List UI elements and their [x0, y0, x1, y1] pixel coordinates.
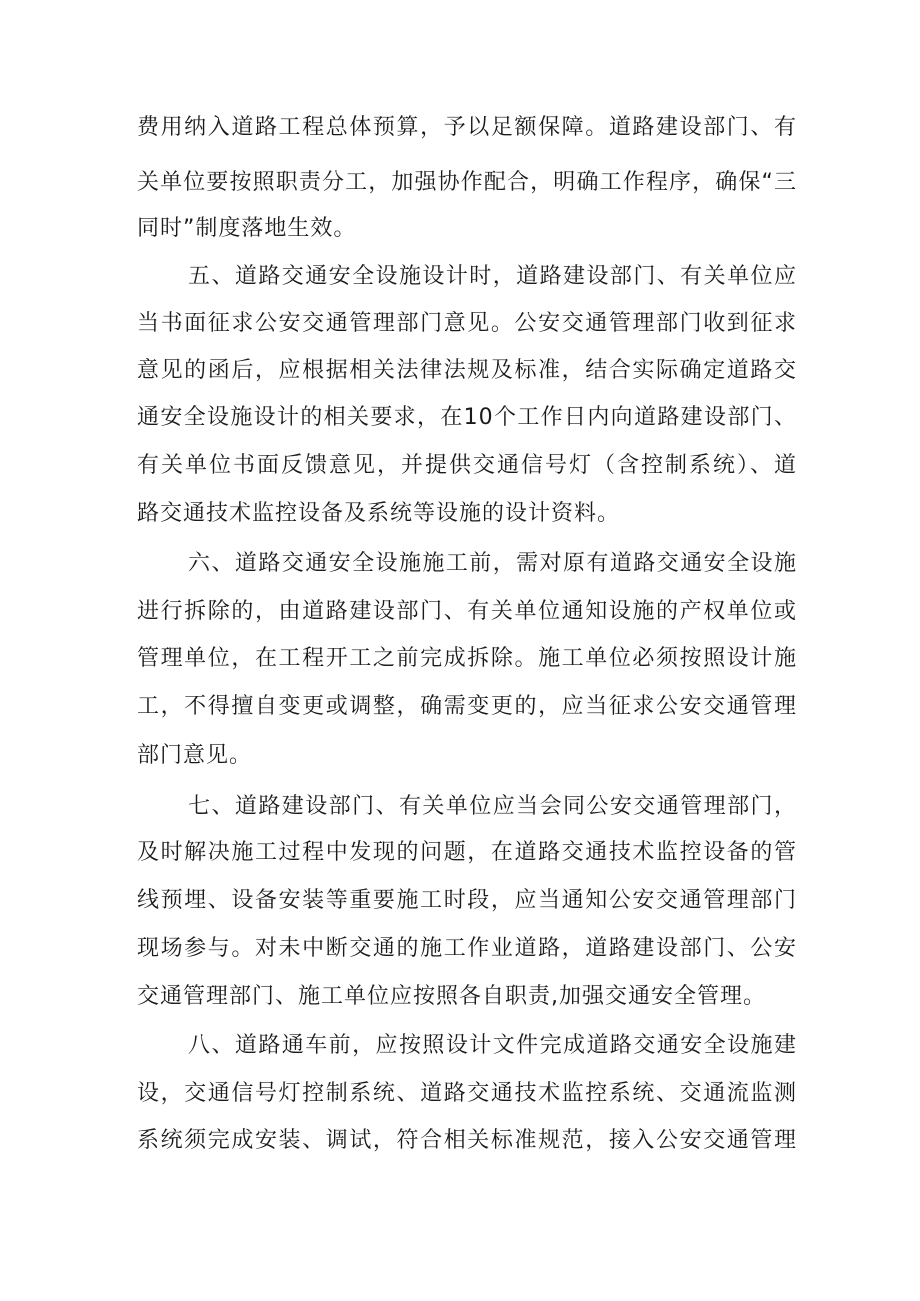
paragraph-5-start: 五、道路交通安全设施设计时，道路建设部门、有关单位应 — [188, 264, 797, 289]
text-line: 当书面征求公安交通管理部门意见。公安交通管理部门收到征求 — [137, 311, 797, 336]
text-line: 关单位要按照职责分工，加强协作配合，明确工作程序，确保“三 — [137, 170, 797, 195]
text-line: 同时”制度落地生效。 — [137, 216, 357, 241]
text-line: 现场参与。对未中断交通的施工作业道路，道路建设部门、公安 — [137, 936, 797, 961]
text-line: 进行拆除的，由道路建设部门、有关单位通知设施的产权单位或 — [137, 599, 797, 624]
text-line: 工，不得擅自变更或调整，确需变更的，应当征求公安交通管理 — [137, 694, 797, 719]
text-line: 通安全设施设计的相关要求，在10个工作日内向道路建设部门、 — [137, 405, 797, 430]
text-line: 有关单位书面反馈意见，并提供交通信号灯（含控制系统）、道 — [137, 453, 797, 478]
text-line: 及时解决施工过程中发现的问题，在道路交通技术监控设备的管 — [137, 840, 797, 865]
text-line: 系统须完成安装、调试，符合相关标准规范，接入公安交通管理 — [137, 1128, 797, 1153]
text-line: 费用纳入道路工程总体预算，予以足额保障。道路建设部门、有 — [137, 115, 797, 140]
paragraph-7-start: 七、道路建设部门、有关单位应当会同公安交通管理部门， — [188, 794, 797, 819]
text-line: 交通管理部门、施工单位应按照各自职责,加强交通安全管理。 — [137, 984, 766, 1009]
text-line: 部门意见。 — [137, 743, 253, 768]
text-line: 设，交通信号灯控制系统、道路交通技术监控系统、交通流监测 — [137, 1081, 797, 1106]
text-line: 路交通技术监控设备及系统等设施的设计资料。 — [137, 501, 621, 526]
text-line: 管理单位，在工程开工之前完成拆除。施工单位必须按照设计施 — [137, 646, 797, 671]
text-line: 线预埋、设备安装等重要施工时段，应当通知公安交通管理部门 — [137, 888, 797, 913]
paragraph-8-start: 八、道路通车前，应按照设计文件完成道路交通安全设施建 — [188, 1033, 797, 1058]
text-line: 意见的函后，应根据相关法律法规及标准，结合实际确定道路交 — [137, 358, 797, 383]
paragraph-6-start: 六、道路交通安全设施施工前，需对原有道路交通安全设施 — [188, 551, 797, 576]
